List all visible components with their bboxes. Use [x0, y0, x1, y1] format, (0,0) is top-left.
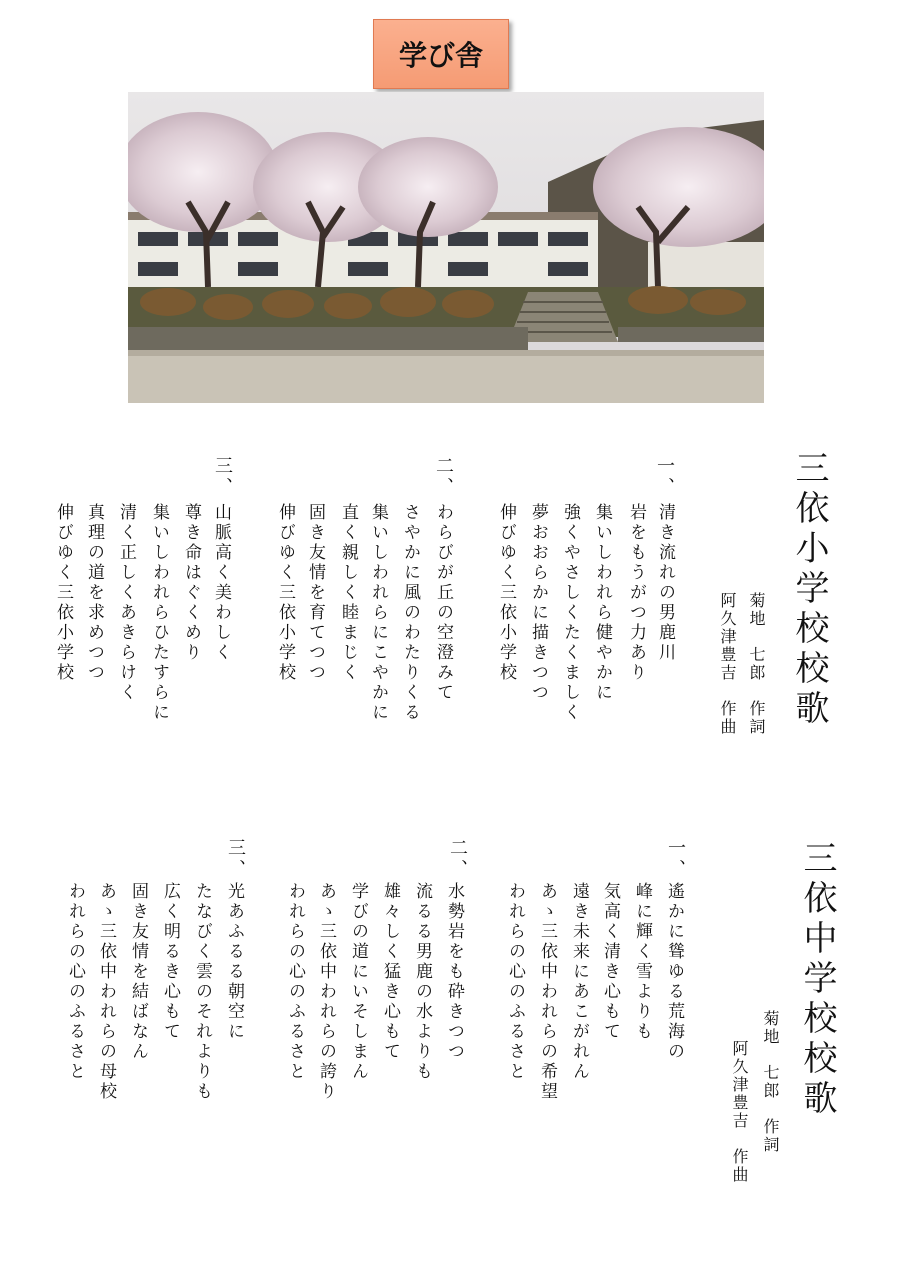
- lyric-line: 雄々しく猛き心もて: [380, 882, 400, 1062]
- lyric-line: たなびく雲のそれよりも: [192, 882, 212, 1102]
- lyric-line: 固き友情を結ばなん: [128, 882, 148, 1062]
- junior-song-title: 三依中学校校歌: [797, 840, 837, 1120]
- lyric-line: 伸びゆく三依小学校: [275, 503, 295, 683]
- lyric-line: 学びの道にいそしまん: [348, 882, 368, 1082]
- lyric-line: 直く親しく睦まじく: [338, 503, 358, 683]
- verse-number: 一、: [665, 838, 686, 880]
- lyric-line: 強くやさしくたくましく: [560, 503, 580, 723]
- school-building-cherry-blossoms-icon: [128, 92, 764, 403]
- verse-number: 二、: [433, 456, 454, 498]
- junior-lyricist: 菊地 七郎 作詞: [761, 1010, 780, 1154]
- lyric-line: 夢おおらかに描きつつ: [528, 503, 548, 703]
- verse-number: 三、: [212, 456, 233, 498]
- page-title: 学び舎: [373, 19, 509, 89]
- verse-number: 一、: [654, 456, 675, 498]
- verse-number: 二、: [447, 838, 468, 880]
- elementary-composer: 阿久津豊吉 作曲: [718, 592, 737, 736]
- lyric-line: あゝ三依中われらの誇り: [316, 882, 336, 1102]
- lyric-line: 集いしわれらひたすらに: [149, 503, 169, 723]
- lyric-line: 遠き未来にあこがれん: [569, 882, 589, 1082]
- lyric-line: 広く明るき心もて: [160, 882, 180, 1042]
- lyric-line: 山脈高く美わしく: [211, 503, 231, 663]
- lyric-line: わらびが丘の空澄みて: [433, 503, 453, 703]
- lyric-line: 気高く清き心もて: [600, 882, 620, 1042]
- elementary-lyricist: 菊地 七郎 作詞: [747, 592, 766, 736]
- lyric-line: さやかに風のわたりくる: [400, 503, 420, 723]
- verse-number: 三、: [225, 838, 246, 880]
- lyric-line: あゝ三依中われらの母校: [96, 882, 116, 1102]
- lyric-line: われらの心のふるさと: [65, 882, 85, 1082]
- lyric-line: あゝ三依中われらの希望: [537, 882, 557, 1102]
- lyric-line: 集いしわれら健やかに: [592, 503, 612, 703]
- elementary-song-title: 三依小学校校歌: [789, 450, 829, 730]
- lyric-line: われらの心のふるさと: [505, 882, 525, 1082]
- junior-composer: 阿久津豊吉 作曲: [730, 1040, 749, 1184]
- lyric-line: 水勢岩をも砕きつつ: [444, 882, 464, 1062]
- lyric-line: 集いしわれらにこやかに: [368, 503, 388, 723]
- lyric-line: 固き友情を育てつつ: [305, 503, 325, 683]
- lyric-line: われらの心のふるさと: [285, 882, 305, 1082]
- lyric-line: 尊き命はぐくめり: [181, 503, 201, 663]
- lyric-line: 清く正しくあきらけく: [116, 503, 136, 703]
- lyric-line: 遙かに聳ゆる荒海の: [664, 882, 684, 1062]
- lyric-line: 清き流れの男鹿川: [655, 503, 675, 663]
- lyric-line: 光あふるる朝空に: [224, 882, 244, 1042]
- lyric-line: 岩をもうがつ力あり: [626, 503, 646, 683]
- lyric-line: 伸びゆく三依小学校: [53, 503, 73, 683]
- lyric-line: 伸びゆく三依小学校: [496, 503, 516, 683]
- lyric-line: 峰に輝く雪よりも: [632, 882, 652, 1042]
- lyric-line: 真理の道を求めつつ: [84, 503, 104, 683]
- school-photo: [128, 92, 764, 403]
- lyric-line: 流るる男鹿の水よりも: [412, 882, 432, 1082]
